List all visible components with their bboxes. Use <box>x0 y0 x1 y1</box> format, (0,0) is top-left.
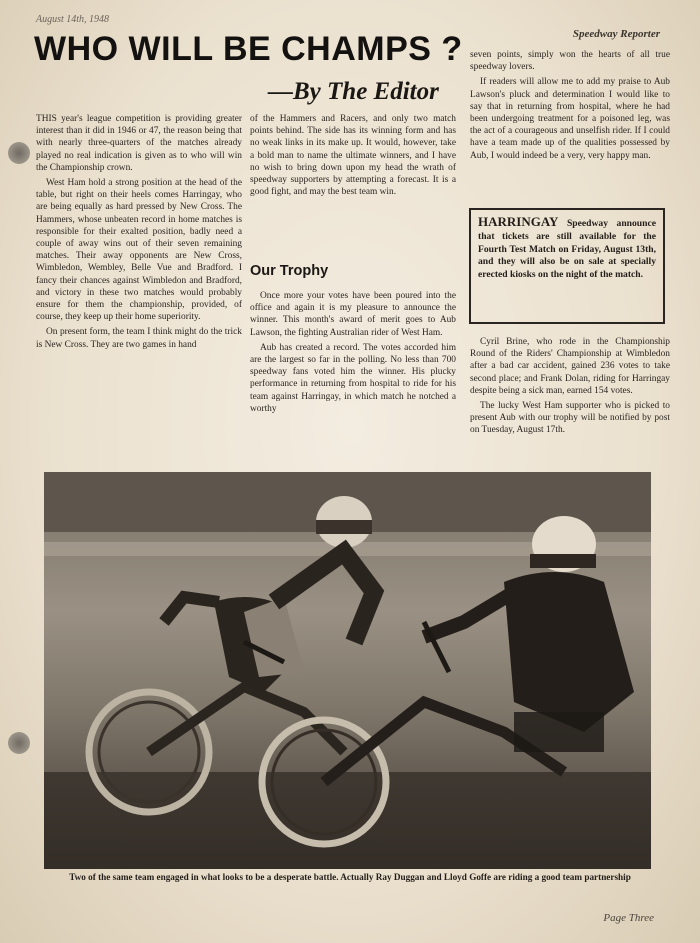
paragraph: seven points, simply won the hearts of all true speedway lovers. <box>470 50 670 73</box>
section-heading-trophy: Our Trophy <box>250 263 329 279</box>
dateline: August 14th, 1948 <box>36 14 110 25</box>
notice-dropword: HARRINGAY <box>478 214 559 229</box>
paragraph: West Ham hold a strong position at the head of the table, but right on their heels comes Harringay, who are being equally as hard pressed by New Cross. The Hammers, whose unbeaten record in home matches is responsible for their exalted position, badly need a couple of away wins out of their seven remaining matches. Their away opponents are New Cross, Wimbledon, Wembley, Belle Vue and Bradford. I fancy their chances against Wimbledon and Bradford, and victory in these two matches would probably ensure for them the championship, provided, of course, they keep up their home superiority. <box>36 178 242 323</box>
speedway-photo <box>44 472 651 869</box>
paragraph: THIS year's league competition is providing greater interest than it did in 1946 or 47, the reason being that with nearly three-quarters of the matches already played no real indication is given as to who will win the Championship crown. <box>36 114 242 173</box>
article-column-3-votes <box>470 336 670 472</box>
paragraph: If readers will allow me to add my praise to Aub Lawson's pluck and determination I would like to say that in returning from hospital, where he had been undergoing treatment for a poisoned leg, was the act of a courageous and unselfish rider. If I could have a team made up of the qualities possessed by Aub, I would indeed be a very, very happy man. <box>470 77 670 161</box>
page-number: Page Three <box>603 912 654 924</box>
publication-name: Speedway Reporter <box>572 28 660 40</box>
riders-illustration <box>44 472 651 869</box>
notice-text: Speedway announce that tickets are still available for the Fourth Test Match on Friday, August 13th, and they will also be on sale at specially erected kiosks on the night of the match. <box>478 218 656 281</box>
paragraph: Once more your votes have been poured into the office and again it is my pleasure to announce the winner. This month's award of merit goes to Aub Lawson, the fighting Australian rider of West Ham. <box>250 291 456 338</box>
paragraph: On present form, the team I think might do the trick is New Cross. They are two games in hand <box>36 327 242 350</box>
ticket-notice-box <box>469 208 665 324</box>
headline: WHO WILL BE CHAMPS ? <box>34 30 463 68</box>
article-column-2-trophy <box>250 290 456 471</box>
paragraph: of the Hammers and Racers, and only two match points behind. The side has its winning form and has no weak links in its make up. It would, however, take a bold man to name the ultimate winners, and I have no wish to bring down upon my head the wrath of speedway supporters by attempting a forecast. It is a good fight, and may the best team win. <box>250 114 456 198</box>
paragraph: Cyril Brine, who rode in the Championship Round of the Riders' Championship at Wimbledon after a bad car accident, gained 236 votes to take second place; and Frank Dolan, riding for Harringay despite being a sick man, earned 154 votes. <box>470 337 670 396</box>
byline: —By The Editor <box>268 78 439 105</box>
article-column-1 <box>36 113 242 471</box>
article-column-3 <box>470 49 670 206</box>
photo-caption: Two of the same team engaged in what looks to be a desperate battle. Actually Ray Duggan and Lloyd Goffe are riding a good team partnership <box>69 872 631 882</box>
binder-hole <box>8 732 30 754</box>
article-column-2 <box>250 113 456 263</box>
paragraph: The lucky West Ham supporter who is picked to present Aub with our trophy will be notified by post on Tuesday, August 17th. <box>470 401 670 436</box>
binder-hole <box>8 142 30 164</box>
paragraph: Aub has created a record. The votes accorded him are the largest so far in the polling. No less than 700 speedway fans voted him the winner. His plucky performance in returning from hospital to ride for his team against Harringay, in which match he notched a worthy <box>250 342 456 414</box>
